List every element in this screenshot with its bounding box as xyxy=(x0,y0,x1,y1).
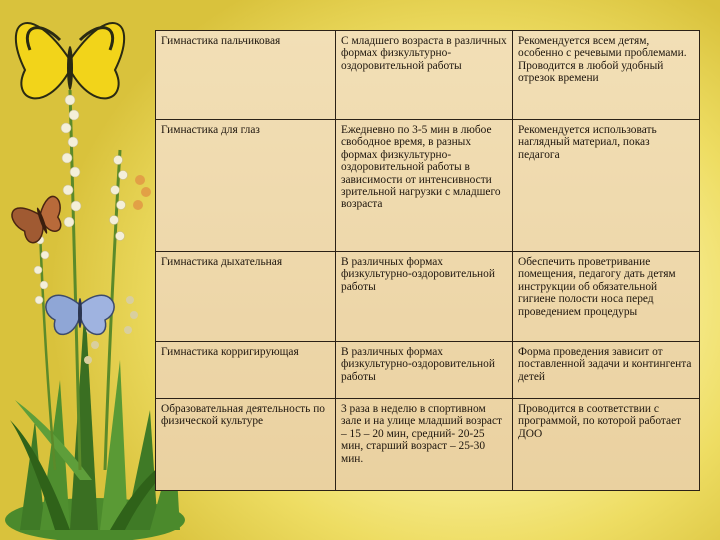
flower-icon xyxy=(34,90,151,470)
table-cell-type: Гимнастика пальчиковая xyxy=(156,31,336,120)
table-cell-note: Рекомендуется использовать наглядный материал, показ педагога xyxy=(513,120,700,252)
table-row xyxy=(156,342,700,399)
table-cell-note: Форма проведения зависит от поставленной задачи и контингента детей xyxy=(513,342,700,399)
table-row xyxy=(156,252,700,342)
table-cell-note: Рекомендуется всем детям, особенно с речевыми проблемами. Проводится в любой удобный отрезок времени xyxy=(513,31,700,120)
table-cell-timing: В различных формах физкультурно-оздоровительной работы xyxy=(336,342,513,399)
table-row xyxy=(156,31,700,120)
table-cell-type: Гимнастика для глаз xyxy=(156,120,336,252)
table-cell-type: Гимнастика корригирующая xyxy=(156,342,336,399)
table-cell-type: Образовательная деятельность по физической культуре xyxy=(156,399,336,491)
table-row xyxy=(156,399,700,491)
table-cell-note: Обеспечить проветривание помещения, педагогу дать детям инструкции об обязательной гигиене полости носа перед проведением процедуры xyxy=(513,252,700,342)
butterfly-icon xyxy=(10,194,70,247)
table-row xyxy=(156,120,700,252)
health-activities-table xyxy=(155,30,700,491)
butterfly-icon xyxy=(46,295,114,334)
table-cell-type: Гимнастика дыхательная xyxy=(156,252,336,342)
table-cell-timing: В различных формах физкультурно-оздоровительной работы xyxy=(336,252,513,342)
butterfly-icon xyxy=(16,23,124,98)
table-cell-timing: 3 раза в неделю в спортивном зале и на улице младший возраст – 15 – 20 мин, средний- 20-25 мин, старший возраст – 25-30 мин. xyxy=(336,399,513,491)
table-cell-timing: Ежедневно по 3-5 мин в любое свободное время, в разных формах физкультурно-оздоровительной работы в зависимости от интенсивности зрительной нагрузки с младшего возраста xyxy=(336,120,513,252)
table-cell-timing: С младшего возраста в различных формах физкультурно-оздоровительной работы xyxy=(336,31,513,120)
table-cell-note: Проводится в соответствии с программой, по которой работает ДОО xyxy=(513,399,700,491)
